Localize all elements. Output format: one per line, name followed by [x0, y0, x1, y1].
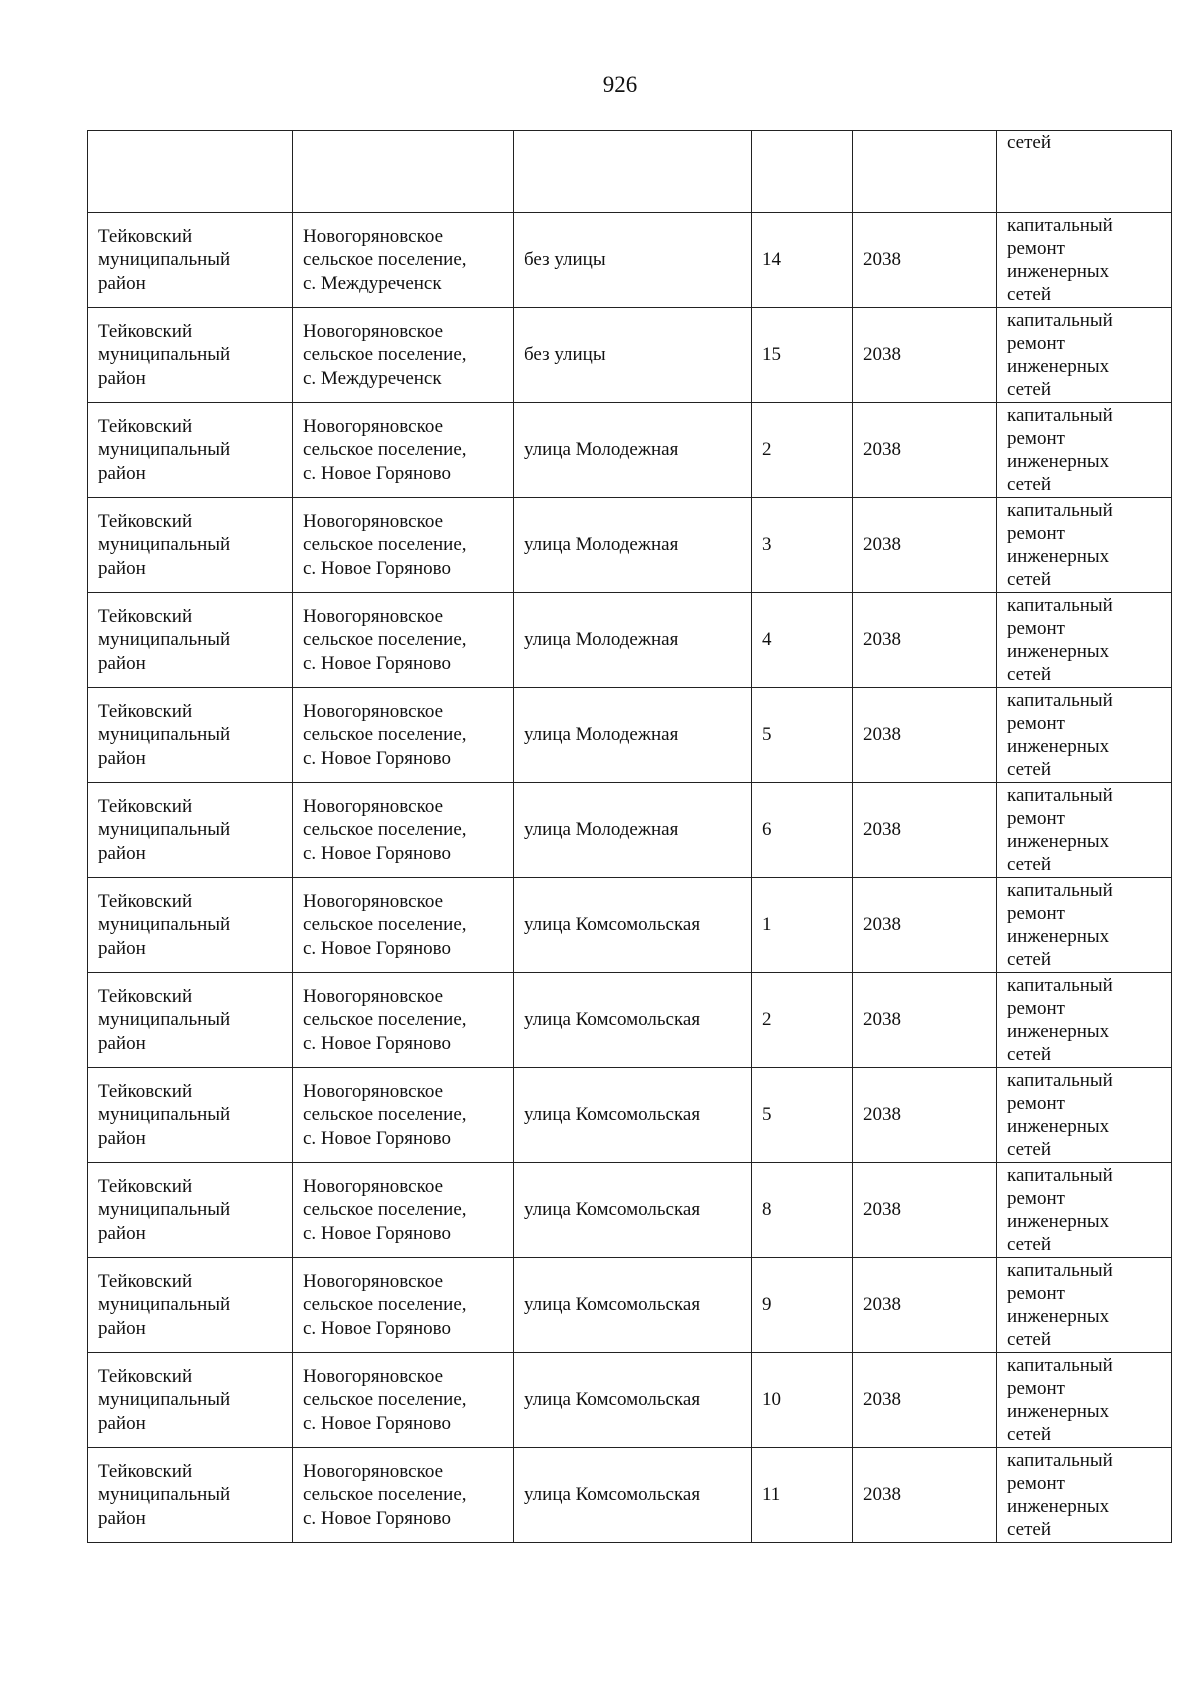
cell-year: 2038 [853, 878, 997, 973]
cell-line: ремонт [1007, 1378, 1065, 1399]
cell-line: Тейковский [98, 1365, 193, 1387]
cell-house: 5 [752, 1068, 853, 1163]
cell-line: капитальный [1007, 1070, 1113, 1091]
cell-settlement [293, 783, 514, 878]
cell-street: улица Комсомольская [514, 973, 752, 1068]
cell-line: сельское поселение, [303, 534, 467, 556]
cell-line: Тейковский [98, 225, 193, 247]
cell-house: 11 [752, 1448, 853, 1543]
cell-settlement [293, 213, 514, 308]
cell-line: Тейковский [98, 795, 193, 817]
cell-settlement [293, 973, 514, 1068]
cell-work [997, 973, 1172, 1068]
cell-street: без улицы [514, 213, 752, 308]
cell-line: с. Междуреченск [303, 272, 442, 294]
cell-line: район [98, 747, 146, 769]
cell-district [88, 1353, 293, 1448]
cell-line: с. Новое Горяново [303, 652, 451, 674]
cell-line: муниципальный [98, 1484, 231, 1506]
table-body [88, 131, 1172, 1543]
cell-line: ремонт [1007, 1188, 1065, 1209]
cell-line: Новогоряновское [303, 985, 444, 1007]
cell-line: сельское поселение, [303, 249, 467, 271]
cell-line: Новогоряновское [303, 1080, 444, 1102]
cell-house: 2 [752, 973, 853, 1068]
cell-line: инженерных [1007, 261, 1110, 282]
cell-line: сетей [1007, 379, 1052, 400]
cell-year: 2038 [853, 1353, 997, 1448]
cell-district [88, 688, 293, 783]
cell-line: капитальный [1007, 1450, 1113, 1471]
cell-line: сетей [1007, 1424, 1052, 1445]
cell-work [997, 1448, 1172, 1543]
cell-settlement [293, 1353, 514, 1448]
cell-line: с. Новое Горяново [303, 557, 451, 579]
cell-line: Новогоряновское [303, 415, 444, 437]
cell-district [88, 973, 293, 1068]
cell-line: сетей [1007, 474, 1052, 495]
cell-line: инженерных [1007, 1116, 1110, 1137]
cell-street: улица Молодежная [514, 403, 752, 498]
cell-settlement [293, 403, 514, 498]
cell-house: 15 [752, 308, 853, 403]
cell-line: сетей [1007, 284, 1052, 305]
cell-line: ремонт [1007, 808, 1065, 829]
cell-line: сетей [1007, 1044, 1052, 1065]
table-row [88, 1448, 1172, 1543]
cell-district [88, 308, 293, 403]
page-number: 926 [602, 72, 638, 97]
cell-line: Тейковский [98, 1080, 193, 1102]
cell-line: с. Новое Горяново [303, 1317, 451, 1339]
cell-settlement [293, 593, 514, 688]
cell-line: ремонт [1007, 903, 1065, 924]
cell-house: 1 [752, 878, 853, 973]
cell-line: инженерных [1007, 641, 1110, 662]
cell-line: с. Новое Горяново [303, 462, 451, 484]
cell-year: 2038 [853, 688, 997, 783]
cell-line: район [98, 557, 146, 579]
cell-line: Тейковский [98, 510, 193, 532]
cell-line: капитальный [1007, 880, 1113, 901]
cell-line: капитальный [1007, 405, 1113, 426]
cell-street: улица Молодежная [514, 498, 752, 593]
cell-house [752, 131, 853, 213]
cell-line: Тейковский [98, 1460, 193, 1482]
housing-repair-table [87, 130, 1172, 1543]
cell-line: инженерных [1007, 1496, 1110, 1517]
cell-line: сельское поселение, [303, 439, 467, 461]
cell-settlement [293, 1068, 514, 1163]
cell-work: сетей [997, 131, 1172, 213]
cell-line: Тейковский [98, 1175, 193, 1197]
cell-line: муниципальный [98, 534, 231, 556]
cell-line: сельское поселение, [303, 1484, 467, 1506]
cell-house: 2 [752, 403, 853, 498]
cell-line: сельское поселение, [303, 1294, 467, 1316]
cell-house: 3 [752, 498, 853, 593]
cell-year: 2038 [853, 403, 997, 498]
cell-district [88, 498, 293, 593]
cell-line: ремонт [1007, 1283, 1065, 1304]
cell-street: улица Комсомольская [514, 1068, 752, 1163]
cell-line: Тейковский [98, 415, 193, 437]
cell-line: муниципальный [98, 819, 231, 841]
cell-work [997, 1163, 1172, 1258]
table-row [88, 498, 1172, 593]
cell-line: сетей [1007, 1519, 1052, 1540]
cell-line: Новогоряновское [303, 1460, 444, 1482]
cell-work [997, 1353, 1172, 1448]
cell-work [997, 593, 1172, 688]
cell-line: сетей [1007, 1234, 1052, 1255]
cell-line: сетей [1007, 949, 1052, 970]
table-row [88, 783, 1172, 878]
cell-line: район [98, 1222, 146, 1244]
cell-year: 2038 [853, 213, 997, 308]
cell-settlement [293, 1163, 514, 1258]
cell-year: 2038 [853, 783, 997, 878]
cell-street: улица Комсомольская [514, 1163, 752, 1258]
cell-work [997, 308, 1172, 403]
cell-line: капитальный [1007, 975, 1113, 996]
cell-district [88, 131, 293, 213]
cell-line: Новогоряновское [303, 320, 444, 342]
cell-line: ремонт [1007, 618, 1065, 639]
cell-line: муниципальный [98, 629, 231, 651]
cell-line: район [98, 1507, 146, 1529]
cell-district [88, 783, 293, 878]
cell-line: муниципальный [98, 1294, 231, 1316]
cell-line: сельское поселение, [303, 1104, 467, 1126]
cell-work [997, 403, 1172, 498]
table-row [88, 403, 1172, 498]
cell-street [514, 131, 752, 213]
table-row [88, 1163, 1172, 1258]
table-row [88, 1353, 1172, 1448]
cell-line: инженерных [1007, 356, 1110, 377]
cell-line: капитальный [1007, 785, 1113, 806]
cell-work [997, 783, 1172, 878]
cell-line: муниципальный [98, 1104, 231, 1126]
cell-line: капитальный [1007, 1260, 1113, 1281]
cell-line: капитальный [1007, 310, 1113, 331]
cell-line: инженерных [1007, 546, 1110, 567]
cell-line: капитальный [1007, 595, 1113, 616]
table-row [88, 1068, 1172, 1163]
cell-line: сельское поселение, [303, 629, 467, 651]
cell-line: Новогоряновское [303, 1175, 444, 1197]
cell-work [997, 498, 1172, 593]
cell-line: ремонт [1007, 333, 1065, 354]
table-row [88, 973, 1172, 1068]
cell-line: Новогоряновское [303, 1270, 444, 1292]
cell-line: ремонт [1007, 713, 1065, 734]
cell-district [88, 1258, 293, 1353]
cell-house: 5 [752, 688, 853, 783]
cell-line: район [98, 1412, 146, 1434]
cell-work [997, 688, 1172, 783]
cell-line: капитальный [1007, 1165, 1113, 1186]
cell-settlement [293, 131, 514, 213]
cell-line: сельское поселение, [303, 1009, 467, 1031]
cell-line: с. Новое Горяново [303, 1222, 451, 1244]
cell-year: 2038 [853, 973, 997, 1068]
cell-line: инженерных [1007, 1401, 1110, 1422]
cell-line: с. Новое Горяново [303, 1412, 451, 1434]
cell-line: Новогоряновское [303, 795, 444, 817]
cell-line: Новогоряновское [303, 700, 444, 722]
cell-house: 8 [752, 1163, 853, 1258]
cell-district [88, 593, 293, 688]
cell-line: с. Междуреченск [303, 367, 442, 389]
cell-line: сетей [1007, 664, 1052, 685]
cell-line: сельское поселение, [303, 724, 467, 746]
cell-line: район [98, 1317, 146, 1339]
cell-line: Новогоряновское [303, 1365, 444, 1387]
cell-line: район [98, 842, 146, 864]
table-row [88, 593, 1172, 688]
cell-line: Тейковский [98, 985, 193, 1007]
cell-line: район [98, 652, 146, 674]
cell-street: улица Комсомольская [514, 1448, 752, 1543]
cell-line: район [98, 1032, 146, 1054]
cell-line: район [98, 937, 146, 959]
table-row [88, 308, 1172, 403]
cell-street: улица Молодежная [514, 593, 752, 688]
cell-year: 2038 [853, 308, 997, 403]
cell-year: 2038 [853, 1068, 997, 1163]
cell-work [997, 1068, 1172, 1163]
cell-line: сельское поселение, [303, 344, 467, 366]
cell-line: муниципальный [98, 1009, 231, 1031]
cell-line: ремонт [1007, 238, 1065, 259]
cell-line: инженерных [1007, 1211, 1110, 1232]
cell-line: сетей [1007, 569, 1052, 590]
cell-line: сельское поселение, [303, 914, 467, 936]
cell-line: с. Новое Горяново [303, 1127, 451, 1149]
cell-line: ремонт [1007, 1093, 1065, 1114]
cell-street: улица Молодежная [514, 688, 752, 783]
cell-line: Тейковский [98, 320, 193, 342]
cell-house: 14 [752, 213, 853, 308]
cell-line: ремонт [1007, 1473, 1065, 1494]
cell-line: муниципальный [98, 914, 231, 936]
cell-line: Новогоряновское [303, 510, 444, 532]
cell-line: район [98, 272, 146, 294]
cell-line: район [98, 1127, 146, 1149]
cell-line: капитальный [1007, 215, 1113, 236]
cell-line: с. Новое Горяново [303, 937, 451, 959]
cell-street: улица Комсомольская [514, 1258, 752, 1353]
cell-street: без улицы [514, 308, 752, 403]
cell-line: Новогоряновское [303, 225, 444, 247]
cell-work [997, 1258, 1172, 1353]
cell-line: Тейковский [98, 1270, 193, 1292]
cell-line: инженерных [1007, 831, 1110, 852]
cell-line: муниципальный [98, 1389, 231, 1411]
cell-district [88, 1068, 293, 1163]
cell-line: ремонт [1007, 998, 1065, 1019]
cell-settlement [293, 498, 514, 593]
cell-line: капитальный [1007, 500, 1113, 521]
cell-house: 6 [752, 783, 853, 878]
cell-house: 4 [752, 593, 853, 688]
cell-street: улица Комсомольская [514, 1353, 752, 1448]
cell-line: сельское поселение, [303, 1389, 467, 1411]
cell-line: муниципальный [98, 1199, 231, 1221]
cell-line: район [98, 462, 146, 484]
cell-line: сетей [1007, 854, 1052, 875]
cell-line: ремонт [1007, 428, 1065, 449]
cell-year: 2038 [853, 1258, 997, 1353]
cell-work [997, 213, 1172, 308]
cell-line: инженерных [1007, 926, 1110, 947]
cell-line: муниципальный [98, 249, 231, 271]
table-row [88, 878, 1172, 973]
cell-line: с. Новое Горяново [303, 1507, 451, 1529]
cell-line: сетей [1007, 1329, 1052, 1350]
cell-settlement [293, 308, 514, 403]
cell-work [997, 878, 1172, 973]
cell-line: Тейковский [98, 605, 193, 627]
cell-line: инженерных [1007, 1021, 1110, 1042]
cell-line: сельское поселение, [303, 819, 467, 841]
cell-line: район [98, 367, 146, 389]
cell-line: сельское поселение, [303, 1199, 467, 1221]
cell-line: муниципальный [98, 724, 231, 746]
cell-line: с. Новое Горяново [303, 747, 451, 769]
cell-year: 2038 [853, 1163, 997, 1258]
cell-line: сетей [1007, 1139, 1052, 1160]
table-row [88, 688, 1172, 783]
cell-line: сетей [1007, 759, 1052, 780]
cell-line: инженерных [1007, 1306, 1110, 1327]
cell-house: 10 [752, 1353, 853, 1448]
cell-year: 2038 [853, 1448, 997, 1543]
table-row [88, 1258, 1172, 1353]
cell-line: с. Новое Горяново [303, 1032, 451, 1054]
cell-line: капитальный [1007, 1355, 1113, 1376]
cell-settlement [293, 1448, 514, 1543]
cell-line: инженерных [1007, 736, 1110, 757]
cell-line: Тейковский [98, 890, 193, 912]
cell-year [853, 131, 997, 213]
cell-house: 9 [752, 1258, 853, 1353]
cell-district [88, 213, 293, 308]
cell-line: Новогоряновское [303, 605, 444, 627]
cell-line: инженерных [1007, 451, 1110, 472]
table-row [88, 213, 1172, 308]
cell-line: ремонт [1007, 523, 1065, 544]
cell-line: капитальный [1007, 690, 1113, 711]
cell-street: улица Комсомольская [514, 878, 752, 973]
cell-year: 2038 [853, 498, 997, 593]
cell-line: муниципальный [98, 344, 231, 366]
cell-district [88, 1163, 293, 1258]
cell-district [88, 403, 293, 498]
cell-district [88, 1448, 293, 1543]
cell-year: 2038 [853, 593, 997, 688]
cell-street: улица Молодежная [514, 783, 752, 878]
continuation-row [88, 131, 1172, 213]
cell-district [88, 878, 293, 973]
cell-line: Тейковский [98, 700, 193, 722]
cell-settlement [293, 688, 514, 783]
cell-settlement [293, 878, 514, 973]
cell-settlement [293, 1258, 514, 1353]
cell-line: с. Новое Горяново [303, 842, 451, 864]
cell-line: муниципальный [98, 439, 231, 461]
cell-line: Новогоряновское [303, 890, 444, 912]
